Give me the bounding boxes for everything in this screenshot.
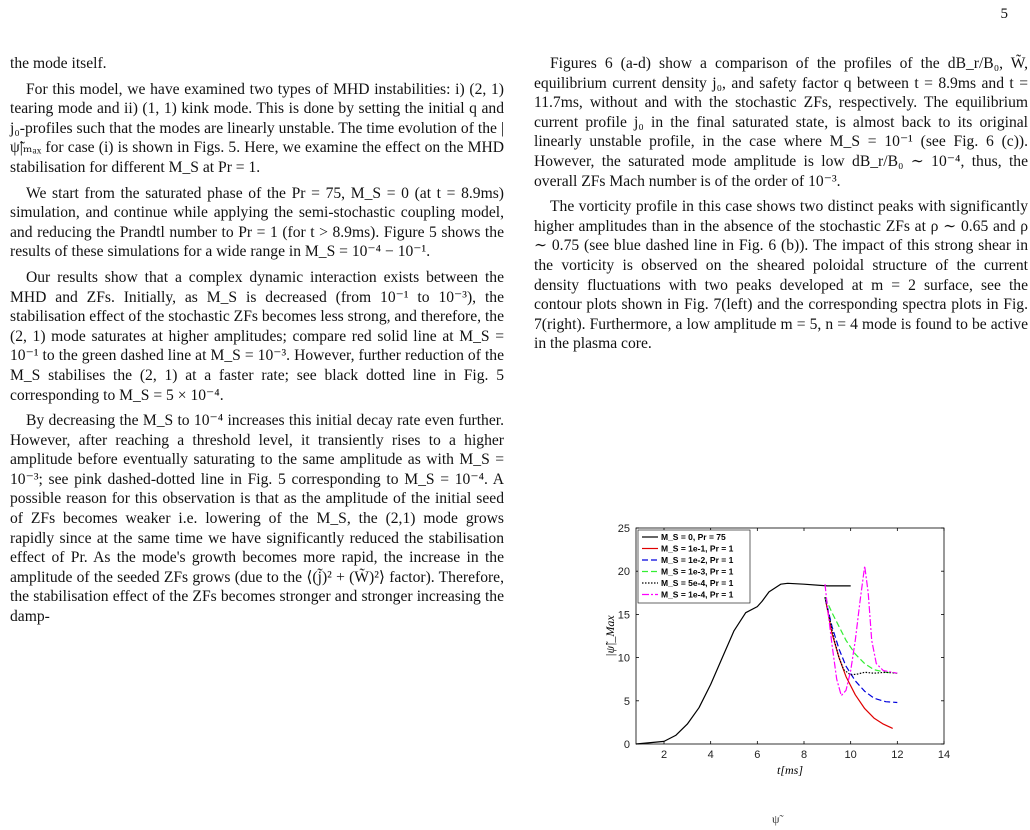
series-line xyxy=(825,597,893,728)
paragraph: The vorticity profile in this case shows two distinct peaks with significantly higher amplitudes than in the absence of the stochastic ZFs at ρ ∼ 0.65 and ρ ∼ 0.75 (see blue dashed line in Fig. 6 (b)). The impact of this strong shear in the vorticity is observed on the sheared poloidal structure of the current density fluctuations with two peaks developed at m = 2 surface, see the contour plots shown in Fig. 7(left) and the corresponding spectra plots in Fig. 7(right). Furthermore, a low amplitude m = 5, n = 4 mode is found to be active in the plasma core. xyxy=(534,198,1028,353)
x-tick-label: 10 xyxy=(844,749,857,761)
paragraph: Our results show that a complex dynamic interaction exists between the MHD and ZFs. Initially, as M_S is decreased (from 10⁻¹ to 10⁻³), the stabilisation effect of the stochastic ZFs becomes less strong, and therefore, the (2, 1) mode saturates at higher amplitudes; compare red solid line at M_S = 10⁻¹ to the green dashed line at M_S = 10⁻³. However, further reduction of the M_S stabilises the (2, 1) at a faster rate; see black dotted line in Fig. 5 corresponding to M_S = 5 × 10⁻⁴. xyxy=(10,268,504,404)
series-line xyxy=(825,597,897,675)
caption-fragment: ψ̃ xyxy=(772,812,780,826)
legend-label: M_S = 1e-3, Pr = 1 xyxy=(661,566,734,577)
paragraph: We start from the saturated phase of the Pr = 75, M_S = 0 (at t = 8.9ms) simulation, and continue while applying the semi-stochastic coupling model, and reducing the Prandtl number to Pr = 1 (for t > 8.9ms). Figure 5 shows the results of these simulations for a wide range in M_S = 10⁻⁴ − 10⁻¹. xyxy=(10,184,504,261)
line-chart xyxy=(596,518,956,778)
y-tick-label: 25 xyxy=(617,523,630,535)
y-tick-label: 20 xyxy=(617,566,630,579)
y-axis-label: |ψ̃|_Max xyxy=(603,615,617,657)
series-line xyxy=(825,597,897,702)
x-tick-label: 12 xyxy=(891,749,904,761)
left-column xyxy=(10,54,504,633)
y-tick-label: 5 xyxy=(623,695,630,708)
legend-label: M_S = 5e-4, Pr = 1 xyxy=(661,578,734,588)
figure-5 xyxy=(596,518,956,778)
legend-label: M_S = 1e-4, Pr = 1 xyxy=(661,589,734,600)
paragraph: the mode itself. xyxy=(10,55,107,72)
x-tick-label: 14 xyxy=(937,749,951,761)
paragraph: For this model, we have examined two types of MHD instabilities: i) (2, 1) tearing mode and ii) (1, 1) kink mode. This is done by setting the initial q and j₀-profiles such that the modes are linearly unstable. The time evolution of the |ψ̃|ₘₐₓ for case (i) is shown in Figs. 5. Here, we examine the effect on the MHD stabilisation for different M_S at Pr = 1. xyxy=(10,80,504,176)
y-tick-label: 15 xyxy=(617,609,630,622)
x-tick-label: 2 xyxy=(660,749,668,761)
x-tick-label: 8 xyxy=(800,749,808,761)
legend-label: M_S = 1e-2, Pr = 1 xyxy=(661,555,734,565)
x-axis-label: t[ms] xyxy=(776,763,804,777)
x-tick-label: 6 xyxy=(754,749,761,761)
legend-label: M_S = 1e-1, Pr = 1 xyxy=(661,543,734,554)
y-tick-label: 10 xyxy=(617,652,630,665)
paragraph: By decreasing the M_S to 10⁻⁴ increases this initial decay rate even further. However, after reaching a threshold level, it transiently rises to a higher amplitude before eventually saturating to the same amplitude as with M_S = 10⁻³; see pink dashed-dotted line in Fig. 5 corresponding to M_S = 10⁻⁴. A possible reason for this observation is that as the amplitude of the initial seed of ZFs becomes weaker i.e. lowering of the M_S, the (2,1) mode grows rapidly since at the same time we have significantly reduced the stabilisation effect of Pr. As the mode's growth becomes more rapid, the increase in the amplitude of the seeded ZFs grows (due to the ⟨(j̃)² + (W̃)²⟩ factor). Therefore, the stabilisation effect of the ZFs becomes stronger and stronger increasing the damp- xyxy=(10,412,504,626)
paragraph: Figures 6 (a-d) show a comparison of the profiles of the dB_r/B₀, W̃, equilibrium current density j₀, and safety factor q between t = 8.9ms and t = 11.7ms, without and with the stochastic ZFs, respectively. The equilibrium current profile j₀ in the final saturated state, is almost back to its original linearly unstable profile, in the case where M_S = 10⁻¹ (see Fig. 6 (c)). However, the saturated mode amplitude is low dB_r/B₀ ∼ 10⁻⁴, thus, the overall ZFs Mach number is of the order of 10⁻³. xyxy=(534,55,1028,190)
right-column xyxy=(534,54,1028,360)
series-line xyxy=(636,583,851,744)
series-line xyxy=(825,597,897,673)
legend-label: M_S = 0, Pr = 75 xyxy=(661,532,726,542)
page-number: 5 xyxy=(1000,6,1008,22)
x-tick-label: 4 xyxy=(707,749,714,761)
y-tick-label: 0 xyxy=(623,739,630,751)
